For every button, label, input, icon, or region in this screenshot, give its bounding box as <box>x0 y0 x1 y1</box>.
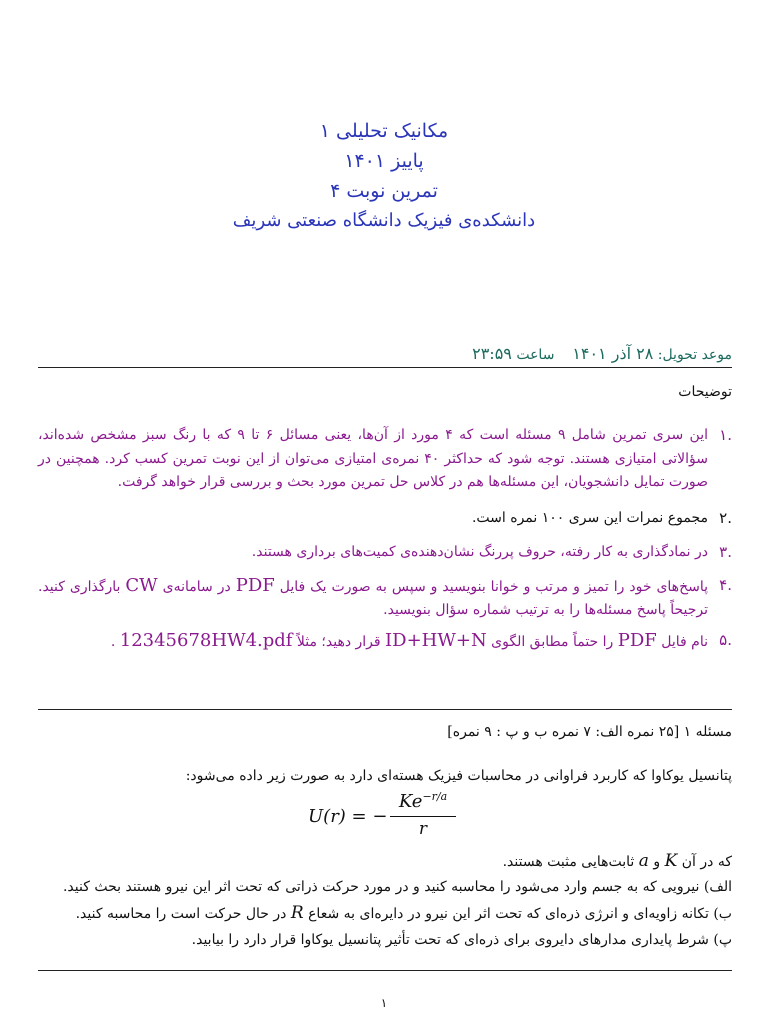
text: و <box>653 854 661 870</box>
institution: دانشکده‌ی فیزیک دانشگاه صنعتی شریف <box>232 210 536 231</box>
item-number: .۱ <box>719 426 732 444</box>
yukawa-equation <box>308 790 468 844</box>
text: در حال حرکت است را محاسبه کنید. <box>75 906 287 922</box>
filename-pattern: ID+HW+N <box>385 629 487 651</box>
instructions-list <box>38 424 732 654</box>
var-r: R <box>290 903 304 923</box>
instruction-item <box>38 541 732 565</box>
deadline-line <box>38 344 732 363</box>
title-block <box>0 116 768 236</box>
assignment-title: تمرین نوبت ۴ <box>330 180 438 202</box>
item-number: .۳ <box>719 543 732 561</box>
cw-term: CW <box>125 574 158 596</box>
part-a: الف) نیرویی که به جسم وارد می‌شود را محاسبه کنید و در مورد حرکت ذراتی که تحت اثر این نیرو هستند بحث کنید. <box>62 879 732 895</box>
pdf-term: PDF <box>617 629 657 651</box>
divider-top <box>38 367 732 368</box>
item-end: . <box>110 633 116 650</box>
text: ثابت‌هایی مثبت هستند. <box>502 854 635 870</box>
text: ب) تکانه زاویه‌ای و انرژی ذره‌ای که تحت اثر این نیرو در دایره‌ای به شعاع <box>308 906 732 922</box>
item-text: بارگذاری کنید. ترجیحاً پاسخ مسئله‌ها را به ترتیب شماره سؤال بنویسید. <box>38 578 708 618</box>
page-number: ۱ <box>380 996 388 1010</box>
var-k: K <box>664 851 678 871</box>
instruction-item <box>38 424 732 495</box>
item-text: این سری تمرین شامل ۹ مسئله است که ۴ مورد از آن‌ها، یعنی مسائل ۶ تا ۹ که با رنگ سبز مشخص شده‌اند، سؤالاتی امتیازی هستند. توجه شود که حداکثر ۴۰ نمره‌ی امتیازی می‌توان از این نوبت تمرین کسب کرد. همچنین در صورت تمایل دانشجویان، این مسئله‌ها هم در کلاس حل تمرین مورد بحث و بررسی قرار خواهد گرفت. <box>38 427 708 490</box>
part-b <box>38 902 732 925</box>
course-title: مکانیک تحلیلی ۱ <box>319 120 449 142</box>
problem-heading: مسئله ۱ [۲۵ نمره الف: ۷ نمره ب و پ : ۹ نمره] <box>447 724 732 740</box>
deadline-label: موعد تحویل: <box>657 347 732 363</box>
fraction-bar <box>390 816 456 817</box>
filename-example: 12345678HW4.pdf <box>119 629 293 651</box>
pdf-term: PDF <box>235 574 275 596</box>
instruction-item <box>38 629 732 655</box>
numerator-base: Ke <box>398 791 423 812</box>
item-number: .۵ <box>719 630 732 649</box>
item-text: در سامانه‌ی <box>162 578 231 595</box>
numerator-exponent: −r/a <box>422 790 448 803</box>
divider-bottom <box>38 970 732 971</box>
divider-middle <box>38 709 732 710</box>
item-text: نام فایل <box>661 633 708 650</box>
equation-fraction <box>390 790 456 839</box>
equation-numerator <box>390 790 456 814</box>
problem-intro: پتانسیل یوکاوا که کاربرد فراوانی در محاسبات فیزیک هسته‌ای دارد به صورت زیر داده می‌شود: <box>185 768 732 784</box>
item-text: مجموع نمرات این سری ۱۰۰ نمره است. <box>471 509 708 526</box>
item-text: پاسخ‌های خود را تمیز و مرتب و خوانا بنویسید و سپس به صورت یک فایل <box>279 578 708 595</box>
instruction-item <box>38 507 732 531</box>
part-c: پ) شرط پایداری مدارهای دایروی برای ذره‌ای که تحت تأثیر پتانسیل یوکاوا قرار دارد را بیابید. <box>191 932 732 948</box>
item-text: را حتماً مطابق الگوی <box>491 633 614 650</box>
constants-note <box>38 850 732 873</box>
instruction-item <box>38 574 732 623</box>
term: پاییز ۱۴۰۱ <box>344 150 424 172</box>
deadline-time-label: ساعت <box>516 347 555 363</box>
text: که در آن <box>681 854 732 870</box>
item-number: .۴ <box>719 575 732 594</box>
equation-lhs: U(r) = − <box>308 806 388 827</box>
item-text: قرار دهید؛ مثلاً <box>296 633 381 650</box>
item-number: .۲ <box>719 508 732 527</box>
item-text: در نمادگذاری به کار رفته، حروف پررنگ نشان‌دهنده‌ی کمیت‌های برداری هستند. <box>251 544 708 560</box>
var-a: a <box>638 851 649 871</box>
equation-denominator: r <box>418 819 428 839</box>
deadline-date: ۲۸ آذر ۱۴۰۱ <box>572 344 654 363</box>
instructions-heading: توضیحات <box>678 384 732 400</box>
deadline-time: ۲۳:۵۹ <box>472 344 512 363</box>
